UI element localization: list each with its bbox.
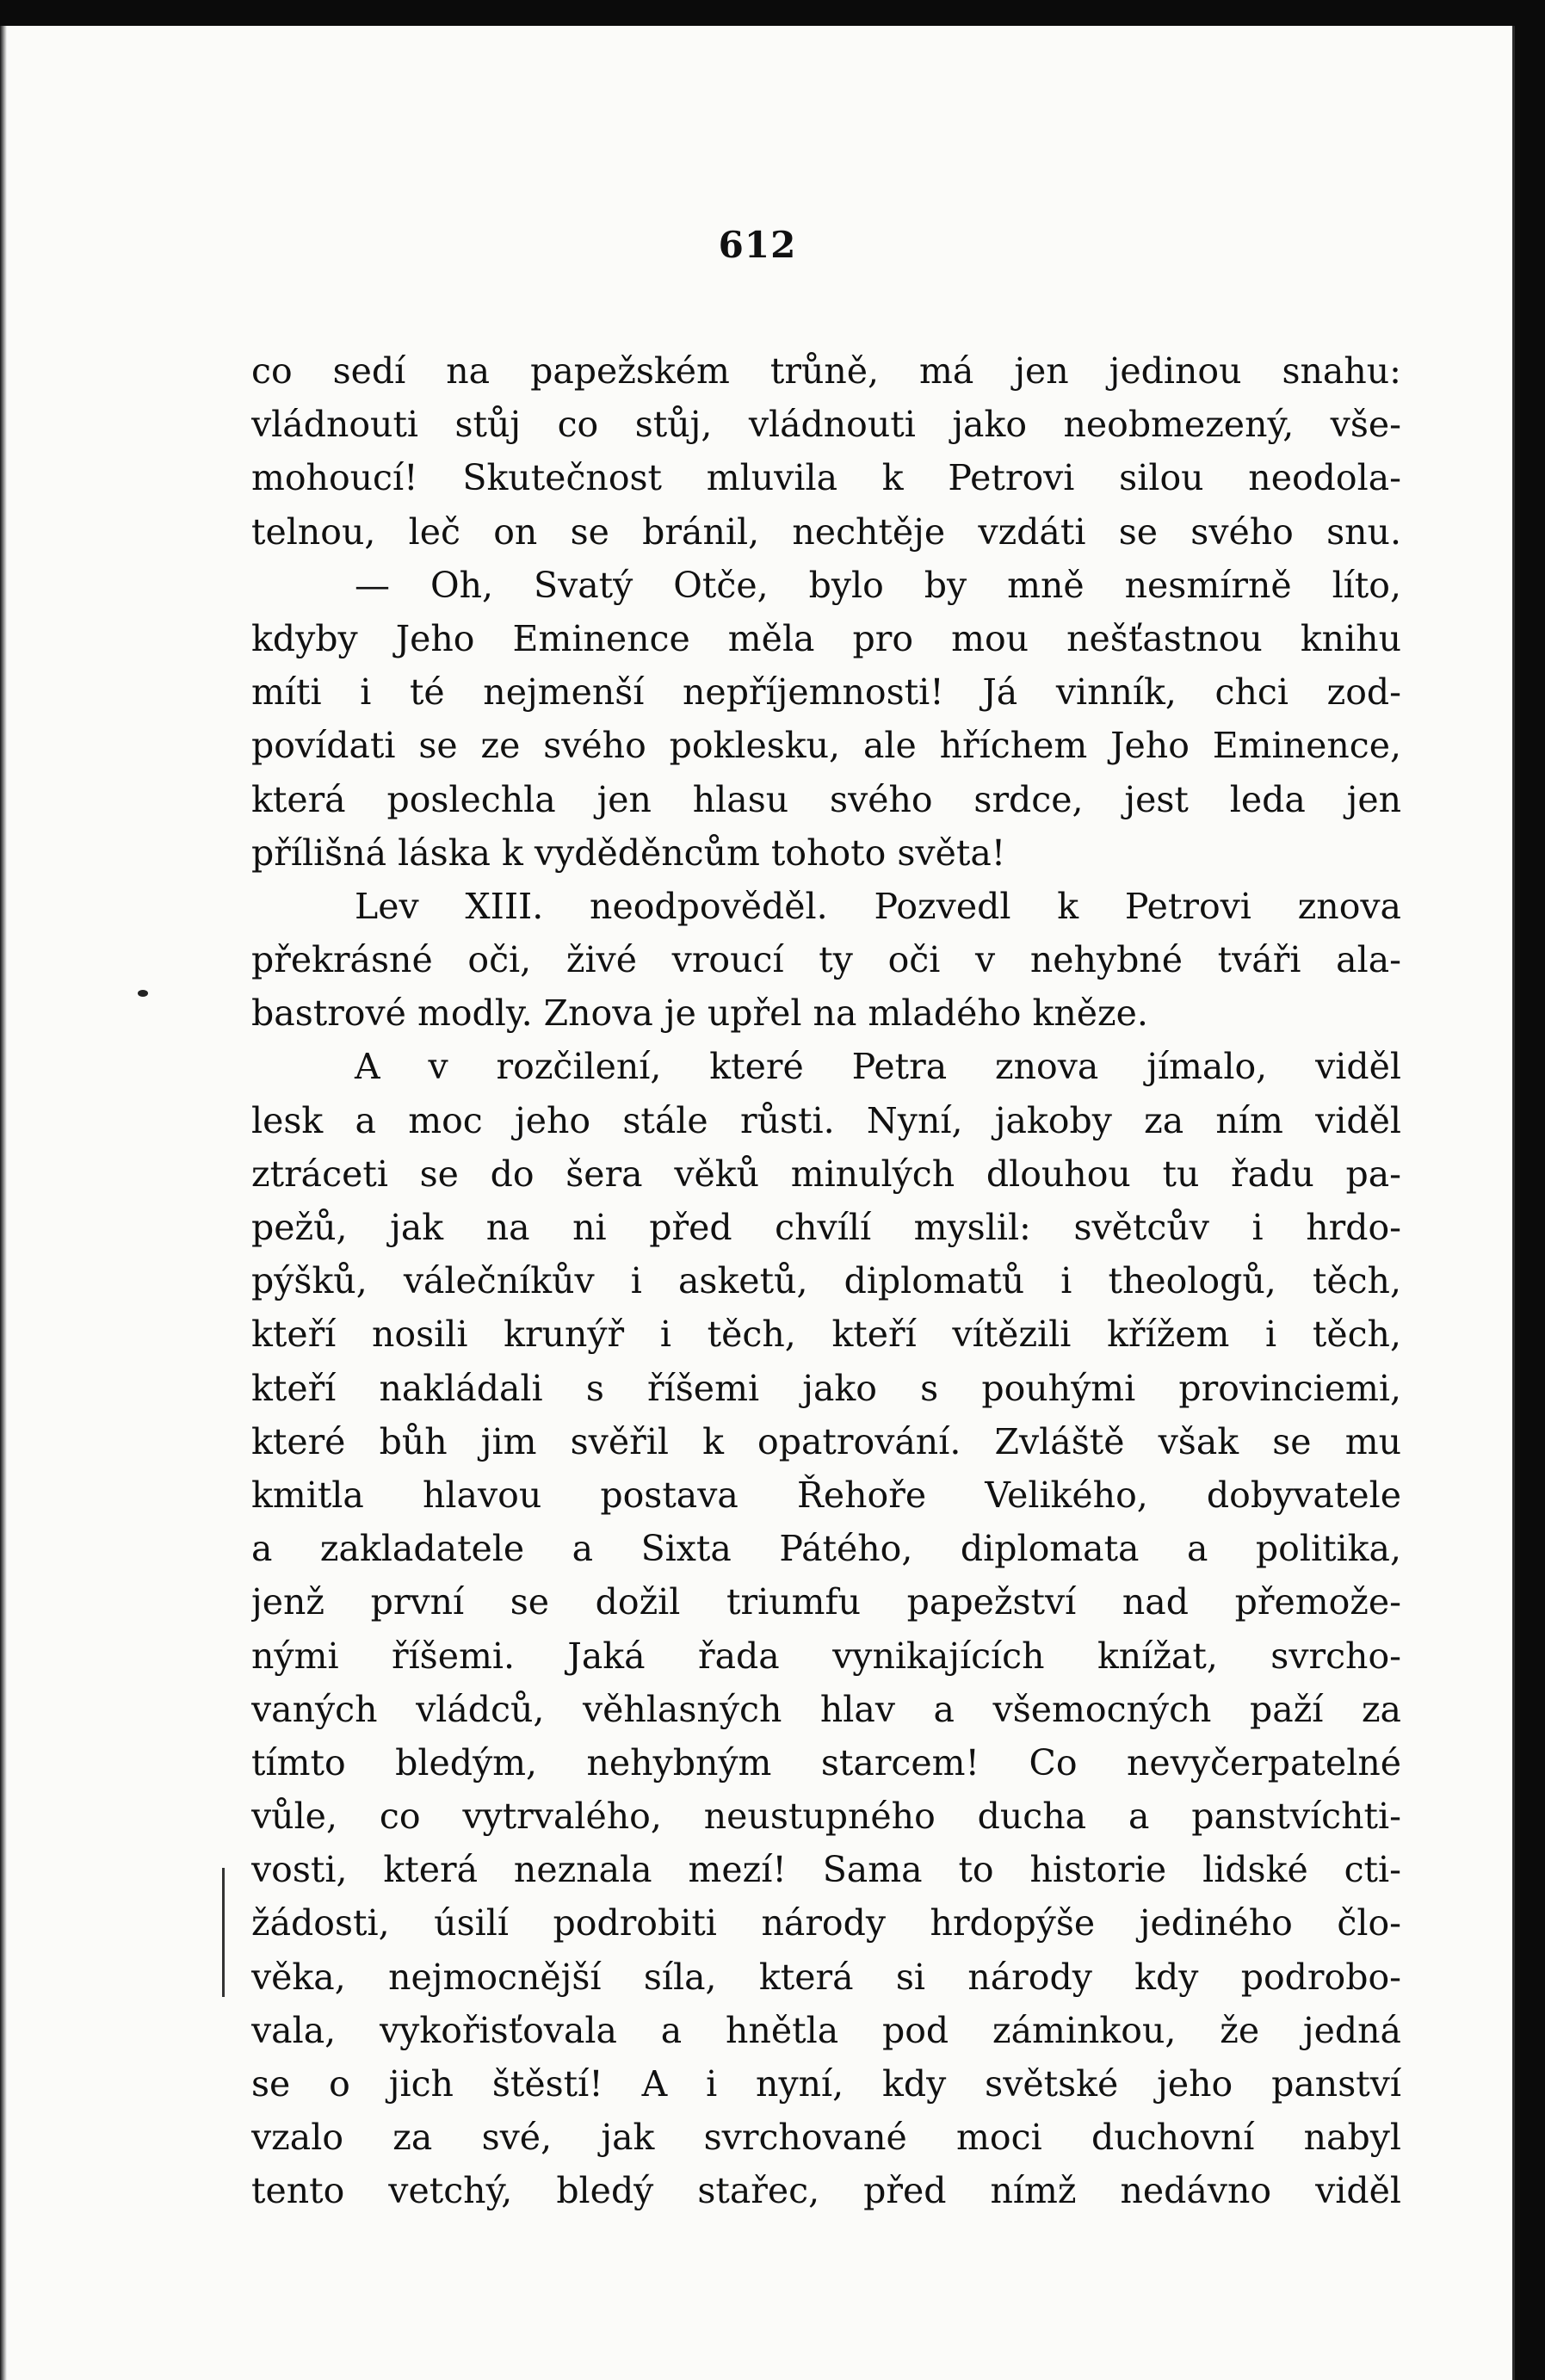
text-line: mohoucí! Skutečnost mluvila k Petrovi silou neodola- <box>251 457 1401 499</box>
text-line: žádosti, úsilí podrobiti národy hrdopýše jediného člo- <box>251 1902 1401 1944</box>
text-line: a zakladatele a Sixta Pátého, diplomata a politika, <box>251 1528 1401 1570</box>
text-line: vosti, která neznala mezí! Sama to historie lidské cti- <box>251 1849 1401 1891</box>
text-line: kteří nosili krunýř i těch, kteří vítězili křížem i těch, <box>251 1314 1401 1356</box>
book-page <box>0 26 1515 2380</box>
text-line: tento vetchý, bledý stařec, před nímž nedávno viděl <box>251 2170 1401 2212</box>
text-line: vládnouti stůj co stůj, vládnouti jako neobmezený, vše- <box>251 404 1401 446</box>
text-line: které bůh jim svěřil k opatrování. Zvláště však se mu <box>251 1420 1401 1462</box>
text-line: nými říšemi. Jaká řada vynikajících knížat, svrcho- <box>251 1635 1401 1677</box>
page-shadow <box>0 26 7 2380</box>
text-line: — Oh, Svatý Otče, bylo by mně nesmírně líto, <box>355 564 1401 606</box>
text-line: vaných vládců, věhlasných hlav a všemocných paží za <box>251 1688 1401 1730</box>
text-line: A v rozčilení, které Petra znova jímalo, viděl <box>355 1046 1401 1088</box>
page-number: 612 <box>718 224 797 266</box>
text-line: povídati se ze svého poklesku, ale hříchem Jeho Eminence, <box>251 725 1401 767</box>
text-line: lesk a moc jeho stále růsti. Nyní, jakoby za ním viděl <box>251 1099 1401 1141</box>
text-line: telnou, leč on se bránil, nechtěje vzdáti se svého snu. <box>251 510 1401 553</box>
text-line: bastrové modly. Znova je upřel na mladého kněze. <box>251 992 1148 1035</box>
text-line: tímto bledým, nehybným starcem! Co nevyčerpatelné <box>251 1741 1401 1783</box>
text-line: věka, nejmocnější síla, která si národy kdy podrobo- <box>251 1956 1401 1998</box>
text-line: míti i té nejmenší nepříjemnosti! Já vinník, chci zod- <box>251 671 1401 714</box>
text-line: kteří nakládali s říšemi jako s pouhými provinciemi, <box>251 1367 1401 1409</box>
text-line: vůle, co vytrvalého, neustupného ducha a panstvíchti- <box>251 1796 1401 1838</box>
text-line: pežů, jak na ni před chvílí myslil: světcův i hrdo- <box>251 1207 1401 1248</box>
text-line: se o jich štěstí! A i nyní, kdy světské jeho panství <box>251 2063 1401 2105</box>
margin-mark <box>222 1868 225 1997</box>
text-line: pýšků, válečníkův i asketů, diplomatů i theologů, těch, <box>251 1260 1401 1302</box>
body-text <box>251 344 1401 2218</box>
text-line: co sedí na papežském trůně, má jen jedinou snahu: <box>251 350 1401 392</box>
text-line: Lev XIII. neodpověděl. Pozvedl k Petrovi znova <box>355 885 1401 927</box>
text-line: která poslechla jen hlasu svého srdce, jest leda jen <box>251 778 1401 820</box>
text-line: překrásné oči, živé vroucí ty oči v nehybné tváři ala- <box>251 939 1401 981</box>
text-line: vala, vykořisťovala a hnětla pod záminkou, že jedná <box>251 2009 1401 2051</box>
text-line: přílišná láska k vyděděncům tohoto světa! <box>251 831 1006 874</box>
text-line: kdyby Jeho Eminence měla pro mou nešťastnou knihu <box>251 617 1401 659</box>
text-line: kmitla hlavou postava Řehoře Velikého, dobyvatele <box>251 1474 1401 1516</box>
text-line: vzalo za své, jak svrchované moci duchovní nabyl <box>251 2117 1401 2159</box>
text-line: jenž první se dožil triumfu papežství nad přemože- <box>251 1581 1401 1623</box>
ink-speck <box>138 990 148 997</box>
text-line: ztráceti se do šera věků minulých dlouhou tu řadu pa- <box>251 1153 1401 1195</box>
